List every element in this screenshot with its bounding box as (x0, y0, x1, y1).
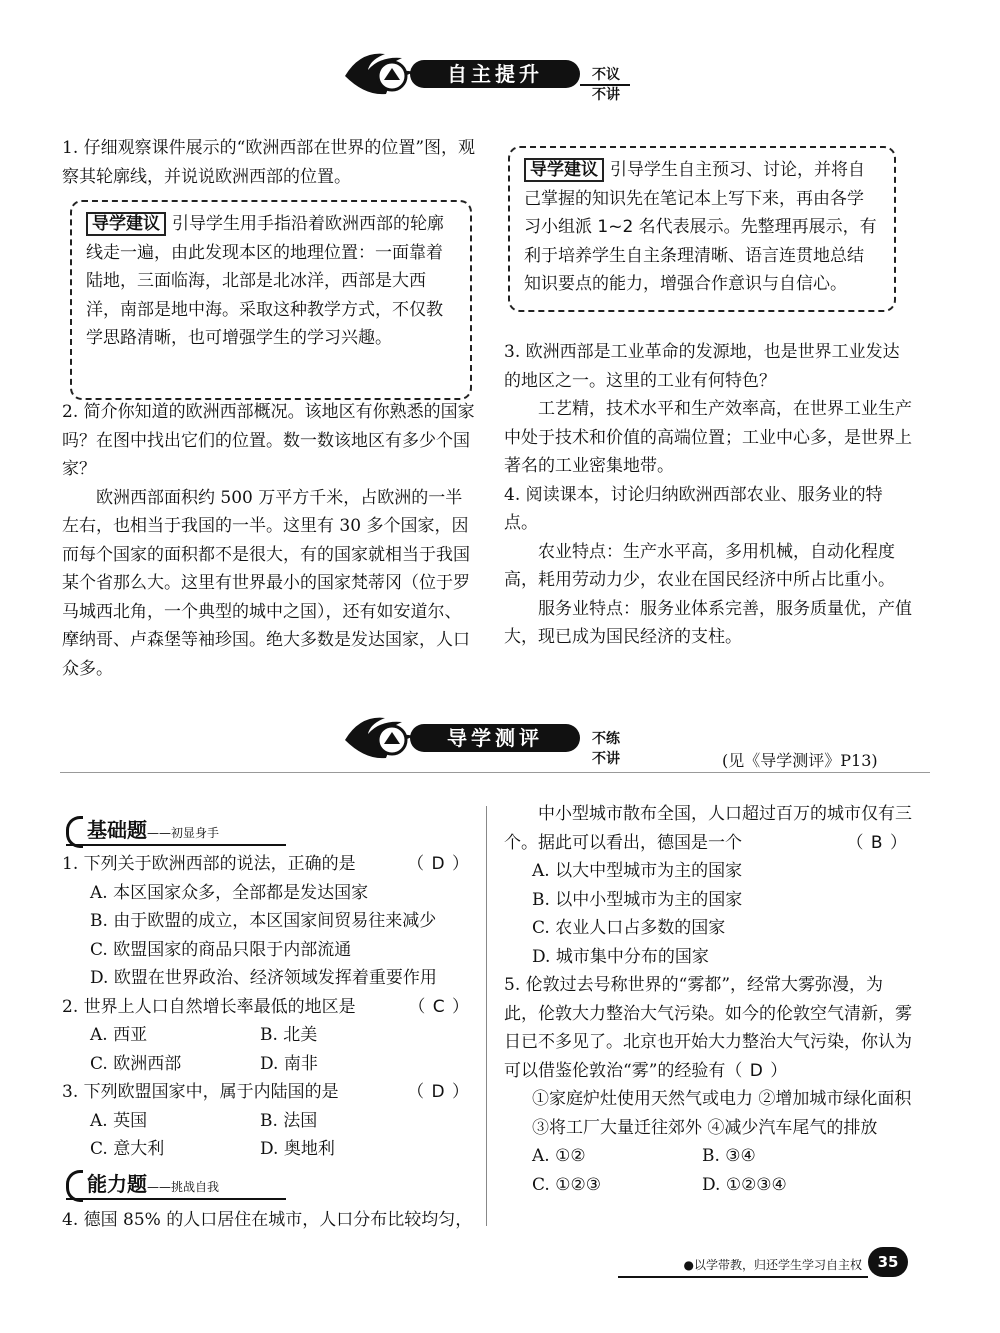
basic-q3-option-d: D. 奥地利 (260, 1139, 335, 1159)
ability-q5-answer: （ D ） (725, 1060, 789, 1081)
basic-q3-answer: （ D ） (407, 1082, 470, 1102)
basic-q2-answer: （ C ） (408, 996, 470, 1017)
ability-subtitle: ——挑战自我 (147, 1180, 220, 1194)
banner1-title: 自主提升 (410, 60, 580, 88)
basic-q1-option-b: B. 由于欧盟的成立，本区国家间贸易往来减少 (90, 911, 437, 931)
bracket-icon (66, 1170, 83, 1202)
page-number: 35 (868, 1247, 908, 1277)
basic-q2-option-c: C. 欧洲西部 (90, 1053, 182, 1074)
basic-q1-answer: （ D ） (407, 854, 470, 874)
basic-q3-options-row1 (90, 1107, 476, 1136)
answer-4-service: 服务业特点：服务业体系完善，服务质量优，产值大，现已成为国民经济的支柱。 (504, 598, 912, 647)
basic-q2-option-a: A. 西亚 (90, 1025, 148, 1045)
column-divider (486, 806, 487, 1226)
basic-q1 (62, 850, 476, 879)
ability-title-text: 能力题 (87, 1172, 147, 1196)
bracket-icon (66, 816, 83, 848)
ability-q4-option-a: A. 以大中型城市为主的国家 (532, 861, 743, 881)
guidance-label-1: 导学建议 (86, 212, 166, 236)
reference-note: (见《导学测评》P13) (722, 751, 878, 770)
ability-q4 (504, 800, 914, 857)
basic-q2-options-row2 (90, 1050, 476, 1079)
ability-q5-option-c: C. ①②③ (532, 1174, 601, 1195)
ability-right-column (504, 800, 914, 1199)
left-q2-block (62, 398, 476, 683)
ability-section-title (66, 1168, 219, 1202)
basic-q2-option-d: D. 南非 (260, 1053, 318, 1074)
question-3: 3. 欧洲西部是工业革命的发源地，也是世界工业发达的地区之一。这里的工业有何特色？ (504, 342, 900, 391)
banner-guided-test (340, 710, 630, 767)
basic-subtitle: ——初显身手 (147, 826, 220, 840)
ability-q5-option-d: D. ①②③④ (702, 1174, 787, 1195)
question-4: 4. 阅读课本，讨论归纳欧洲西部农业、服务业的特点。 (504, 484, 883, 533)
ability-title-underline (66, 1198, 286, 1200)
answer-4-agriculture: 农业特点：生产水平高，多用机械，自动化程度高，耗用劳动力少，农业在国民经济中所占比重小。 (504, 541, 895, 590)
section-divider-line (60, 772, 930, 773)
banner-self-improve (340, 46, 630, 103)
guidance-text-2: 引导学生自主预习、讨论，并将自己掌握的知识先在笔记本上写下来，再由各学习小组派 1~2 名代表展示。先整理再展示，有利于培养学生自主条理清晰、语言连贯地总结知识要点的能力，增强合作意识与自信心。 (524, 160, 877, 294)
answer-2: 欧洲西部面积约 500 万平方千米，占欧洲的一半左右，也相当于我国的一半。这里有 30 多个国家，因而每个国家的面积都不是很大，有的国家就相当于我国某个省那么大。这里有世界最小的国家梵蒂冈（位于罗马城西北角，一个典型的城中之国），还有如安道尔、摩纳哥、卢森堡等袖珍国。绝大多数是发达国家，人口众多。 (62, 487, 470, 679)
footer-slogan: ●以学带教，归还学生学习自主权 (683, 1258, 862, 1272)
basic-q3 (62, 1078, 476, 1107)
answer-3: 工艺精，技术水平和生产效率高，在世界工业生产中处于技术和价值的高端位置；工业中心多，是世界上著名的工业密集地带。 (504, 399, 912, 476)
question-1: 1. 仔细观察课件展示的“欧洲西部在世界的位置”图，观察其轮廓线，并说说欧洲西部的位置。 (62, 138, 476, 187)
guidance-text-1: 引导学生用手指沿着欧洲西部的轮廓线走一遍，由此发现本区的地理位置：一面靠着陆地，三面临海，北部是北冰洋，西部是大西洋，南部是地中海。采取这种教学方式，不仅教学思路清晰，也可增强学生的学习兴趣。 (86, 214, 444, 348)
basic-questions (62, 850, 476, 1164)
basic-q1-stem: 1. 下列关于欧洲西部的说法，正确的是 (62, 854, 356, 874)
guidance-box-2 (508, 146, 896, 312)
footer-line (618, 1276, 868, 1278)
ability-q5-option-a: A. ①② (532, 1146, 586, 1166)
basic-q1-option-d: D. 欧盟在世界政治、经济领域发挥着重要作用 (90, 968, 437, 988)
ability-q4-stem-cont: 中小型城市散布全国，人口超过百万的城市仅有三个。据此可以看出，德国是一个 (504, 804, 912, 853)
basic-section-title (66, 814, 219, 848)
basic-q2-option-b: B. 北美 (260, 1025, 318, 1045)
question-2: 2. 简介你知道的欧洲西部概况。该地区有你熟悉的国家吗？在图中找出它们的位置。数一数该地区有多少个国家？ (62, 402, 475, 479)
ability-q5-options-row2 (532, 1171, 914, 1200)
basic-q1-option-a: A. 本区国家众多，全部都是发达国家 (90, 882, 369, 903)
ability-q4-start (62, 1206, 476, 1235)
ability-q5-option-b: B. ③④ (702, 1146, 756, 1166)
ability-q4-option-c: C. 农业人口占多数的国家 (532, 918, 726, 938)
ability-q4-stem-start: 4. 德国 85% 的人口居住在城市，人口分布比较均匀， (62, 1210, 473, 1230)
ability-q5-stem: 5. 伦敦过去号称世界的“雾都”，经常大雾弥漫，为此，伦敦大力整治大气污染。如今的伦敦空气清新，雾日已不多见了。北京也开始大力整治大气污染，你认为可以借鉴伦敦治“雾”的经验有 (504, 975, 912, 1081)
guidance-label-2: 导学建议 (524, 158, 604, 182)
basic-q3-option-a: A. 英国 (90, 1110, 148, 1131)
basic-q2-options-row1 (90, 1021, 476, 1050)
banner1-underline (580, 84, 630, 86)
basic-title-text: 基础题 (87, 818, 147, 842)
basic-q2-stem: 2. 世界上人口自然增长率最低的地区是 (62, 996, 356, 1017)
basic-q3-options-row2 (90, 1135, 476, 1164)
ability-q4-option-b: B. 以中小型城市为主的国家 (532, 889, 743, 910)
ability-q5 (504, 971, 914, 1085)
guidance-box-1 (70, 200, 472, 400)
basic-q1-option-c: C. 欧盟国家的商品只限于内部流通 (90, 939, 352, 960)
ability-q5-items: ①家庭炉灶使用天然气或电力 ②增加城市绿化面积 ③将工厂大量迁往郊外 ④减少汽车尾气的排放 (532, 1089, 912, 1138)
banner1-tag: 不议不讲 (592, 67, 620, 103)
banner2-title: 导学测评 (410, 724, 580, 752)
left-top-column (62, 134, 476, 191)
basic-q2 (62, 993, 476, 1022)
banner2-tag: 不练不讲 (592, 731, 620, 767)
ability-q4-answer: （ B ） (846, 832, 908, 853)
ability-q5-options-row1 (532, 1142, 914, 1171)
basic-title-underline (66, 844, 286, 846)
ability-q4-option-d: D. 城市集中分布的国家 (532, 946, 709, 967)
basic-q3-option-c: C. 意大利 (90, 1139, 165, 1159)
basic-q3-option-b: B. 法国 (260, 1110, 318, 1131)
basic-q3-stem: 3. 下列欧盟国家中，属于内陆国的是 (62, 1082, 339, 1102)
right-top-column (504, 338, 914, 652)
